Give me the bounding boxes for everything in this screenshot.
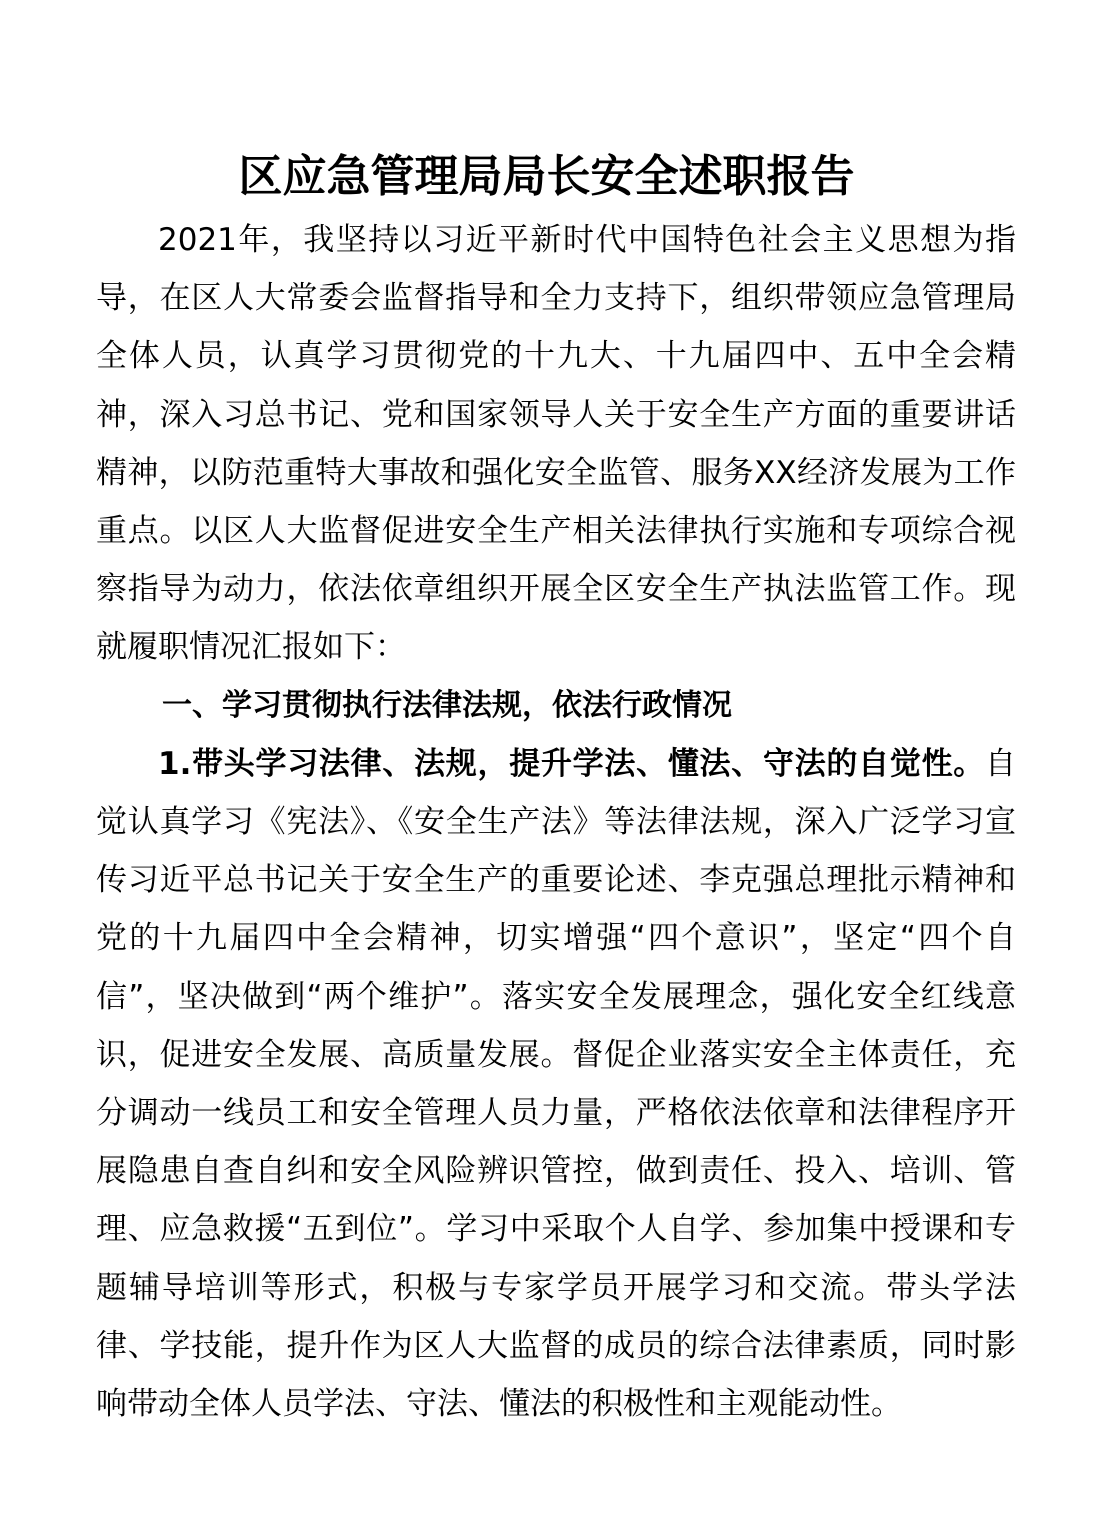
item-lead: 1.带头学习法律、法规，提升学法、懂法、守法的自觉性。 [158,745,985,782]
item-paragraph [96,735,1016,1433]
section-heading: 一、学习贯彻执行法律法规，依法行政情况 [162,687,732,723]
document-title: 区应急管理局局长安全述职报告 [238,151,855,202]
document-body [96,211,1016,1433]
item-body: 自觉认真学习《宪法》、《安全生产法》等法律法规，深入广泛学习宣传习近平总书记关于安全生产的重要论述、李克强总理批示精神和党的十九届四中全会精神，切实增强“四个意识”，坚定“四个自信”，坚决做到“两个维护”。落实安全发展理念，强化安全红线意识，促进安全发展、高质量发展。督促企业落实安全主体责任，充分调动一线员工和安全管理人员力量，严格依法依章和法律程序开展隐患自查自纠和安全风险辨识管控，做到责任、投入、培训、管理、应急救援“五到位”。学习中采取个人自学、参加集中授课和专题辅导培训等形式，积极与专家学员开展学习和交流。带头学法律、学技能，提升作为区人大监督的成员的综合法律素质，同时影响带动全体人员学法、守法、懂法的积极性和主观能动性。 [96,745,1016,1423]
intro-paragraph: 2021年，我坚持以习近平新时代中国特色社会主义思想为指导，在区人大常委会监督指导和全力支持下，组织带领应急管理局全体人员，认真学习贯彻党的十九大、十九届四中、五中全会精神，深入习总书记、党和国家领导人关于安全生产方面的重要讲话精神，以防范重特大事故和强化安全监管、服务XX经济发展为工作重点。以区人大监督促进安全生产相关法律执行实施和专项综合视察指导为动力，依法依章组织开展全区安全生产执法监管工作。现就履职情况汇报如下： [96,222,1016,666]
